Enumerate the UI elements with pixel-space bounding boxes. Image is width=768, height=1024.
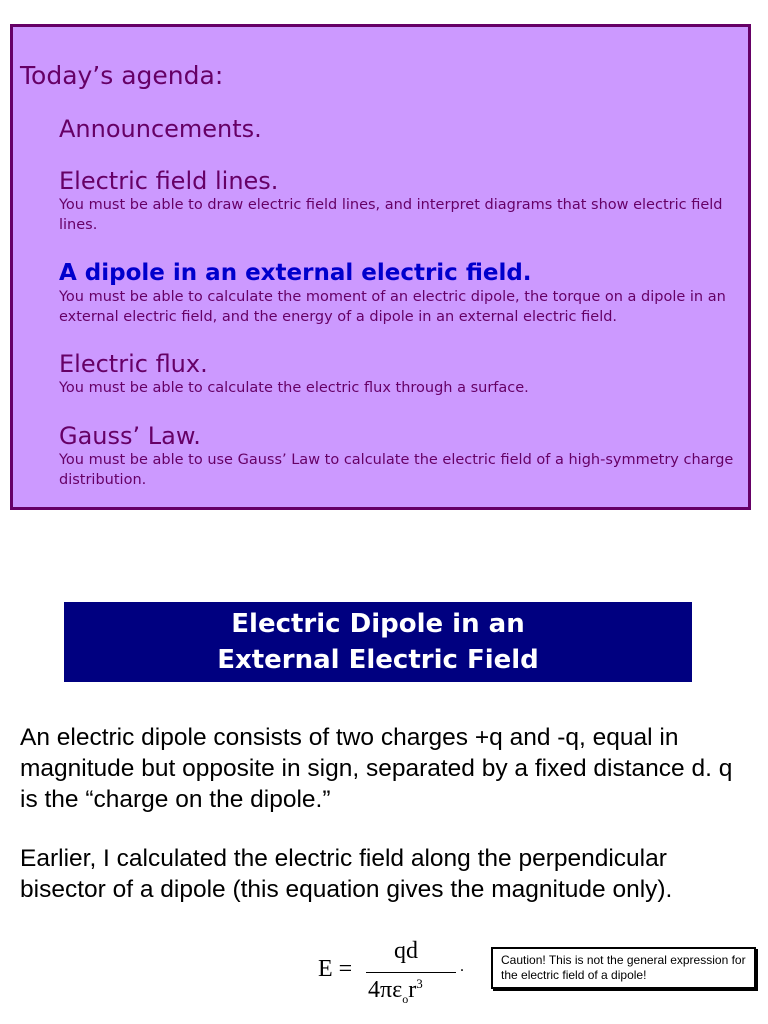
agenda-item-desc: You must be able to calculate the electric flux through a surface. — [59, 380, 529, 396]
den-r: r — [408, 977, 417, 1003]
den-main: 4πε — [368, 977, 403, 1003]
slide-title-line1: Electric Dipole in an — [231, 609, 525, 639]
fraction-bar — [366, 972, 456, 973]
agenda-item-field-lines — [59, 167, 749, 235]
slide-title-banner — [64, 602, 692, 682]
caution-note: Caution! This is not the general expression for the electric field of a dipole! — [491, 947, 756, 989]
agenda-item-heading: Electric flux. — [59, 350, 208, 378]
agenda-item-announcements — [59, 115, 749, 143]
agenda-item-heading-current: A dipole in an external electric field. — [59, 260, 532, 286]
den-exp: 3 — [416, 976, 423, 991]
agenda-item-heading: Gauss’ Law. — [59, 422, 201, 450]
earlier-calculation-paragraph: Earlier, I calculated the electric field along the perpendicular bisector of a dipole (this equation gives the magnitude only). — [20, 845, 673, 903]
agenda-item-heading: Electric field lines. — [59, 167, 279, 195]
agenda-box — [10, 24, 751, 510]
slide-title-line2: External Electric Field — [217, 645, 539, 675]
agenda-item-desc: You must be able to draw electric field lines, and interpret diagrams that show electric field lines. — [59, 197, 723, 233]
agenda-item-heading: Announcements. — [59, 115, 262, 143]
formula-lhs: E = — [318, 956, 353, 982]
agenda-item-gauss — [59, 422, 749, 490]
dipole-field-formula — [318, 938, 478, 1010]
formula-denominator — [368, 976, 423, 1007]
agenda-title: Today’s agenda: — [20, 61, 224, 90]
formula-numerator: qd — [394, 938, 418, 964]
agenda-item-flux — [59, 350, 749, 398]
agenda-item-desc: You must be able to use Gauss’ Law to calculate the electric field of a high-symmetry charge distribution. — [59, 452, 734, 488]
den-sub: o — [402, 991, 409, 1006]
agenda-item-desc: You must be able to calculate the moment of an electric dipole, the torque on a dipole in an external electric field, and the energy of a dipole in an external electric field. — [59, 289, 726, 325]
agenda-item-dipole — [59, 259, 749, 327]
formula-dot: . — [460, 958, 464, 975]
dipole-definition-paragraph: An electric dipole consists of two charges +q and -q, equal in magnitude but opposite in sign, separated by a fixed distance d. q is the “charge on the dipole.” — [20, 724, 733, 813]
